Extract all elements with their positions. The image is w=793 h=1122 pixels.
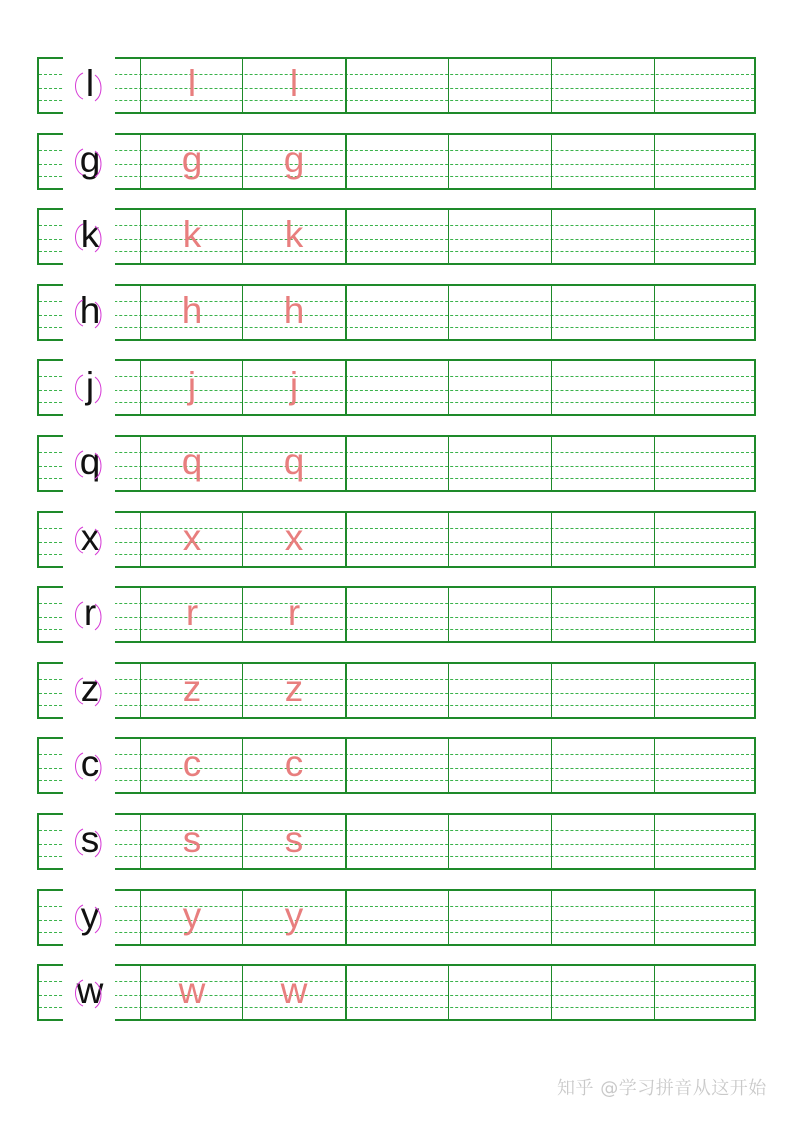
model-letter: y: [80, 895, 100, 936]
blank-writing-cell[interactable]: [346, 513, 448, 566]
trace-letter: q: [283, 441, 305, 482]
blank-writing-cell[interactable]: [449, 966, 551, 1019]
trace-letter: z: [284, 668, 304, 709]
trace-letter: l: [289, 63, 299, 104]
practice-row-x: [37, 511, 756, 568]
model-letter: h: [79, 290, 101, 331]
blank-writing-cell[interactable]: [346, 286, 448, 339]
model-letter: w: [76, 970, 104, 1011]
blank-writing-cell[interactable]: [449, 59, 551, 112]
trace-letter: h: [283, 290, 305, 331]
practice-row-k: [37, 208, 756, 265]
trace-letter: y: [284, 895, 304, 936]
blank-writing-cell[interactable]: [655, 891, 757, 944]
trace-letter: g: [283, 139, 305, 180]
blank-writing-cell[interactable]: [449, 135, 551, 188]
blank-writing-cell[interactable]: [655, 361, 757, 414]
blank-writing-cell[interactable]: [655, 513, 757, 566]
model-letter: q: [79, 441, 101, 482]
blank-writing-cell[interactable]: [552, 588, 654, 641]
blank-writing-cell[interactable]: [449, 210, 551, 263]
blank-writing-cell[interactable]: [552, 361, 654, 414]
trace-letter: k: [284, 214, 304, 255]
practice-row-q: [37, 435, 756, 492]
practice-row-j: [37, 359, 756, 416]
blank-writing-cell[interactable]: [655, 59, 757, 112]
blank-writing-cell[interactable]: [655, 286, 757, 339]
practice-row-g: [37, 133, 756, 190]
blank-writing-cell[interactable]: [552, 664, 654, 717]
blank-writing-cell[interactable]: [449, 588, 551, 641]
blank-writing-cell[interactable]: [346, 210, 448, 263]
blank-writing-cell[interactable]: [655, 815, 757, 868]
model-letter: s: [80, 819, 100, 860]
trace-letter: w: [280, 970, 308, 1011]
blank-writing-cell[interactable]: [552, 513, 654, 566]
model-letter: x: [80, 517, 100, 558]
blank-writing-cell[interactable]: [346, 135, 448, 188]
blank-writing-cell[interactable]: [346, 739, 448, 792]
trace-letter: k: [182, 214, 202, 255]
trace-letter: l: [187, 63, 197, 104]
blank-writing-cell[interactable]: [552, 437, 654, 490]
blank-writing-cell[interactable]: [552, 135, 654, 188]
blank-writing-cell[interactable]: [449, 361, 551, 414]
blank-writing-cell[interactable]: [655, 966, 757, 1019]
blank-writing-cell[interactable]: [346, 664, 448, 717]
blank-writing-cell[interactable]: [449, 739, 551, 792]
trace-letter: x: [182, 517, 202, 558]
blank-writing-cell[interactable]: [552, 210, 654, 263]
blank-writing-cell[interactable]: [346, 59, 448, 112]
trace-letter: s: [284, 819, 304, 860]
blank-writing-cell[interactable]: [346, 891, 448, 944]
blank-writing-cell[interactable]: [346, 361, 448, 414]
trace-letter: h: [181, 290, 203, 331]
blank-writing-cell[interactable]: [346, 966, 448, 1019]
practice-row-z: [37, 662, 756, 719]
trace-letter: r: [185, 592, 199, 633]
blank-writing-cell[interactable]: [346, 588, 448, 641]
trace-letter: r: [287, 592, 301, 633]
blank-writing-cell[interactable]: [346, 437, 448, 490]
trace-letter: x: [284, 517, 304, 558]
model-letter: l: [85, 63, 95, 104]
model-letter: r: [83, 592, 97, 633]
trace-letter: c: [284, 743, 304, 784]
blank-writing-cell[interactable]: [449, 437, 551, 490]
model-letter: c: [80, 743, 100, 784]
practice-row-y: [37, 889, 756, 946]
watermark: 知乎 @学习拼音从这开始: [557, 1078, 767, 1099]
trace-letter: j: [187, 365, 197, 406]
practice-row-l: [37, 57, 756, 114]
blank-writing-cell[interactable]: [655, 588, 757, 641]
blank-writing-cell[interactable]: [552, 891, 654, 944]
trace-letter: c: [182, 743, 202, 784]
blank-writing-cell[interactable]: [449, 891, 551, 944]
blank-writing-cell[interactable]: [449, 664, 551, 717]
practice-row-s: [37, 813, 756, 870]
blank-writing-cell[interactable]: [552, 59, 654, 112]
trace-letter: j: [289, 365, 299, 406]
blank-writing-cell[interactable]: [655, 664, 757, 717]
trace-letter: g: [181, 139, 203, 180]
model-letter: g: [79, 139, 101, 180]
blank-writing-cell[interactable]: [552, 966, 654, 1019]
blank-writing-cell[interactable]: [346, 815, 448, 868]
blank-writing-cell[interactable]: [655, 437, 757, 490]
blank-writing-cell[interactable]: [655, 135, 757, 188]
model-letter: z: [80, 668, 100, 709]
model-letter: k: [80, 214, 100, 255]
blank-writing-cell[interactable]: [552, 815, 654, 868]
blank-writing-cell[interactable]: [449, 513, 551, 566]
trace-letter: y: [182, 895, 202, 936]
blank-writing-cell[interactable]: [552, 739, 654, 792]
trace-letter: w: [178, 970, 206, 1011]
trace-letter: s: [182, 819, 202, 860]
trace-letter: q: [181, 441, 203, 482]
trace-letter: z: [182, 668, 202, 709]
practice-row-r: [37, 586, 756, 643]
blank-writing-cell[interactable]: [449, 815, 551, 868]
model-letter: j: [85, 365, 95, 406]
blank-writing-cell[interactable]: [655, 210, 757, 263]
practice-row-c: [37, 737, 756, 794]
practice-row-w: [37, 964, 756, 1021]
practice-row-h: [37, 284, 756, 341]
blank-writing-cell[interactable]: [449, 286, 551, 339]
blank-writing-cell[interactable]: [552, 286, 654, 339]
blank-writing-cell[interactable]: [655, 739, 757, 792]
